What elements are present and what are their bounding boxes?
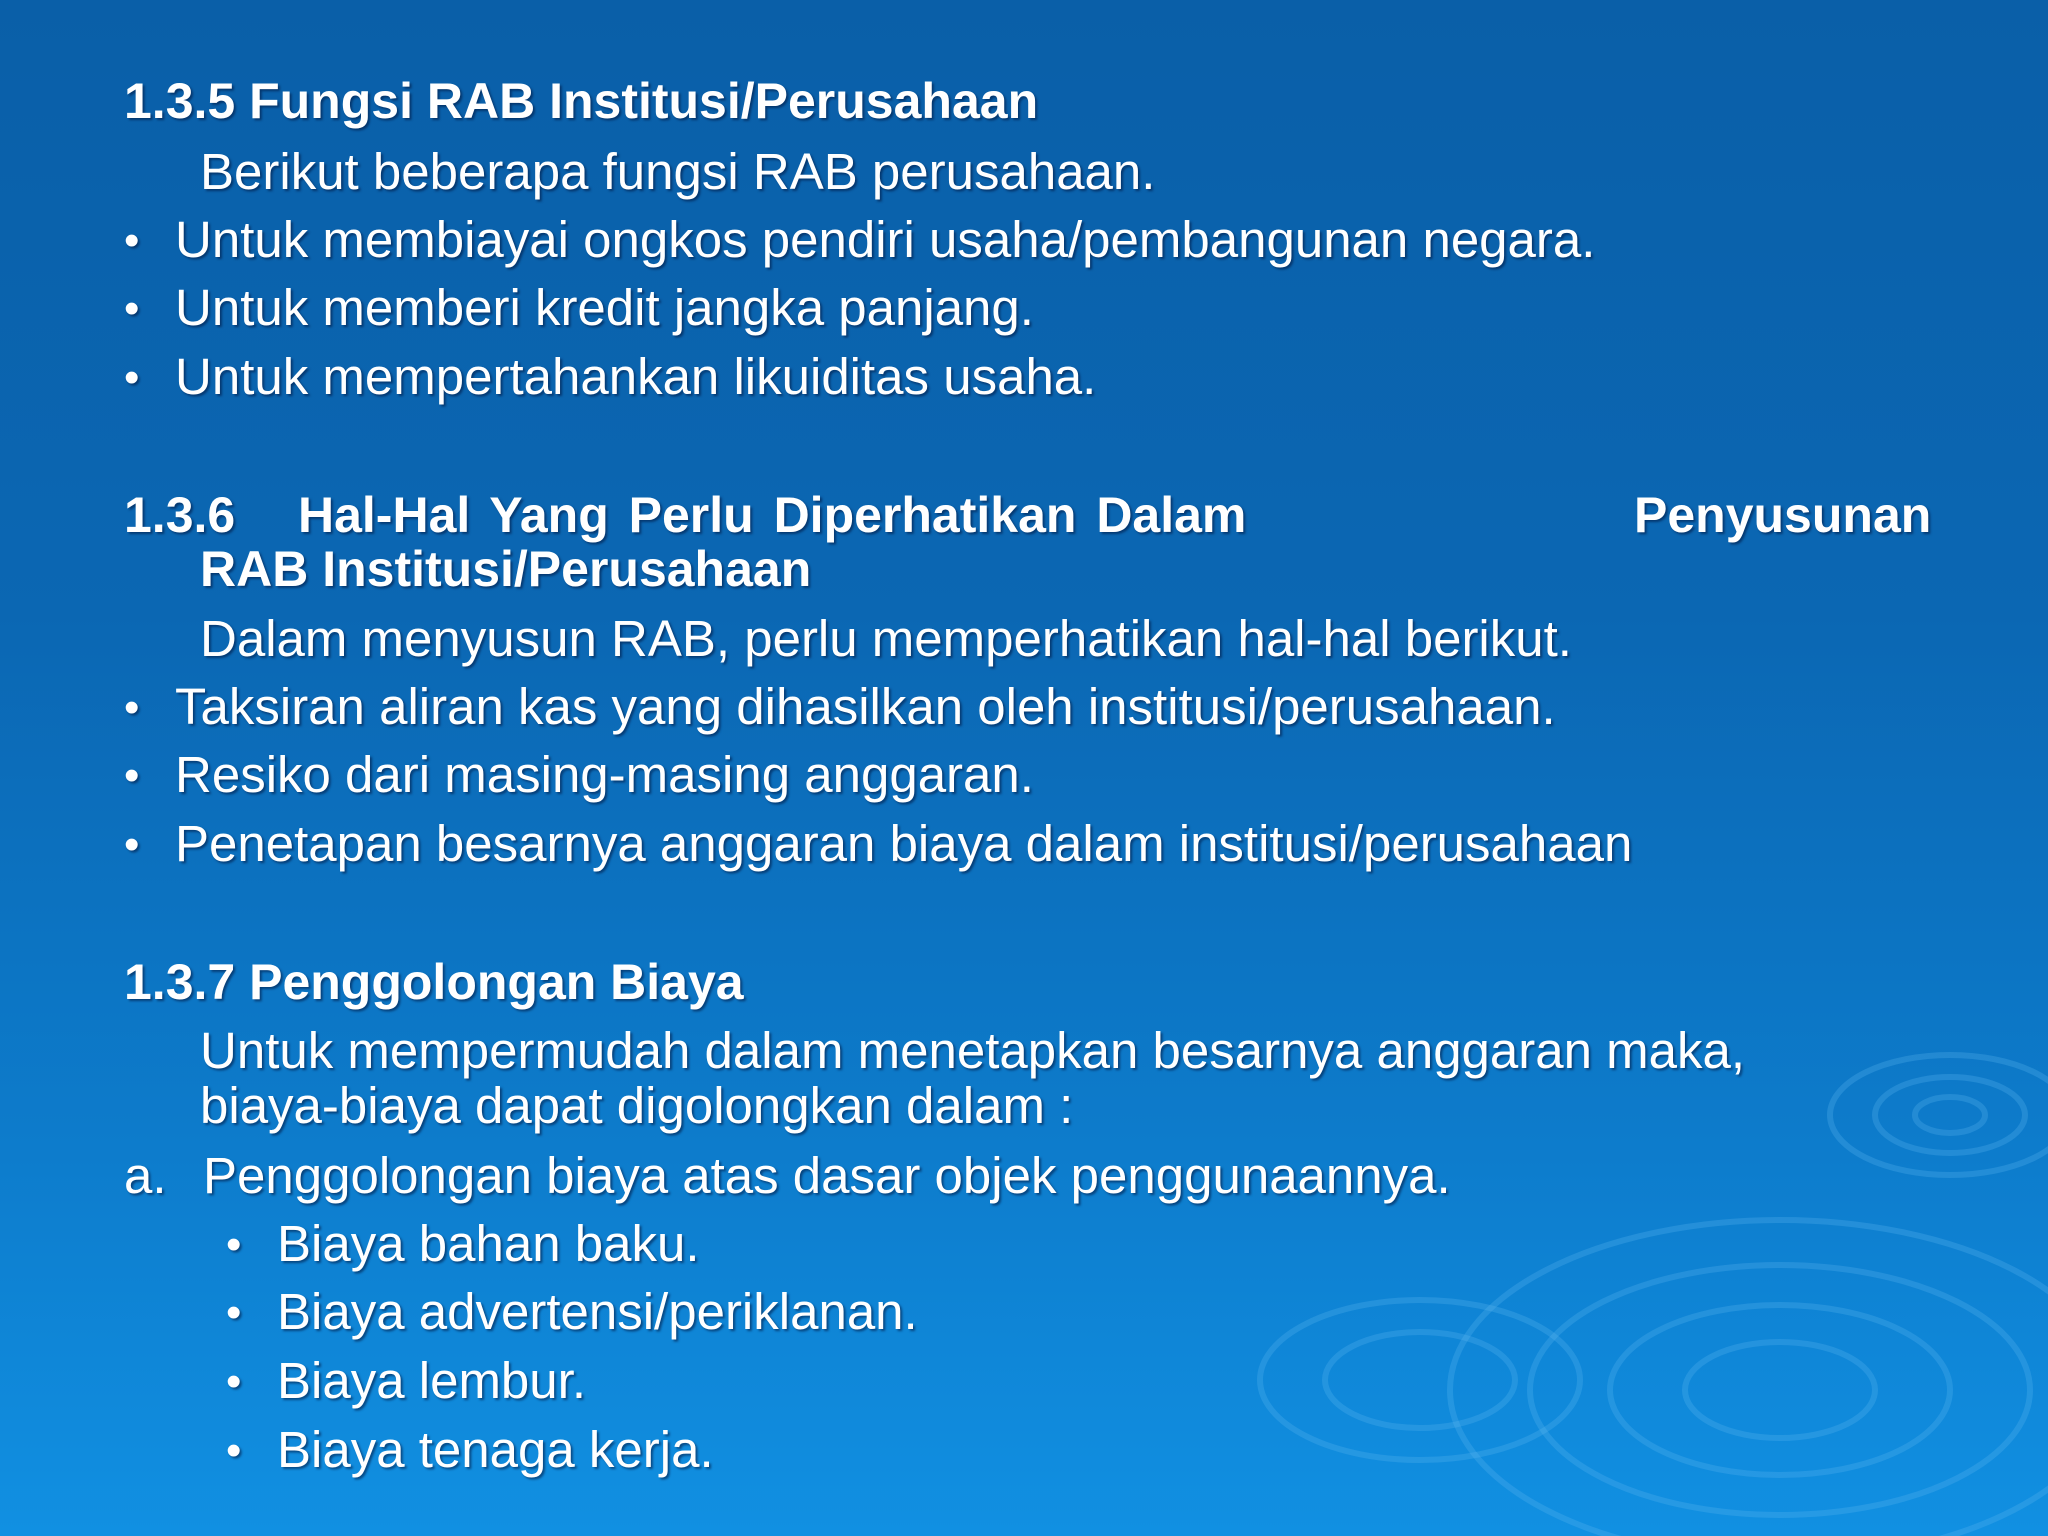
list-item: Untuk memberi kredit jangka panjang. (175, 279, 1034, 336)
section-heading-1-3-6-line2: RAB Institusi/Perusahaan (200, 541, 812, 597)
bullet-icon: • (226, 1288, 242, 1337)
bullet-icon: • (124, 820, 140, 869)
bullet-icon: • (124, 216, 140, 265)
section-heading-1-3-6-words: Hal-Hal Yang Perlu Diperhatikan Dalam (298, 487, 1247, 543)
list-item: Taksiran aliran kas yang dihasilkan oleh institusi/perusahaan. (175, 678, 1556, 735)
section-heading-1-3-5: 1.3.5 Fungsi RAB Institusi/Perusahaan (124, 73, 1039, 129)
bullet-icon: • (226, 1357, 242, 1406)
section-intro-1-3-6: Dalam menyusun RAB, perlu memperhatikan hal-hal berikut. (200, 610, 1572, 667)
section-intro-1-3-7-line2: biaya-biaya dapat digolongkan dalam : (200, 1077, 1074, 1134)
bullet-icon: • (124, 284, 140, 333)
list-item: Biaya tenaga kerja. (277, 1421, 714, 1478)
section-intro-1-3-7-line1: Untuk mempermudah dalam menetapkan besarnya anggaran maka, (200, 1022, 1746, 1079)
bullet-icon: • (124, 353, 140, 402)
list-item: Biaya bahan baku. (277, 1215, 700, 1272)
list-item: Penetapan besarnya anggaran biaya dalam institusi/perusahaan (175, 815, 1633, 872)
bullet-icon: • (226, 1220, 242, 1269)
list-item: Untuk mempertahankan likuiditas usaha. (175, 348, 1097, 405)
list-item-a: Penggolongan biaya atas dasar objek penggunaannya. (203, 1147, 1451, 1204)
list-item: Resiko dari masing-masing anggaran. (175, 746, 1034, 803)
section-heading-1-3-6-end: Penyusunan (1634, 487, 1932, 543)
section-heading-1-3-6-number: 1.3.6 (124, 487, 236, 543)
bullet-icon: • (124, 683, 140, 732)
list-item: Untuk membiayai ongkos pendiri usaha/pembangunan negara. (175, 211, 1596, 268)
list-item: Biaya lembur. (277, 1352, 586, 1409)
bullet-icon: • (124, 751, 140, 800)
list-marker-a: a. (124, 1147, 167, 1204)
bullet-icon: • (226, 1426, 242, 1475)
section-heading-1-3-7: 1.3.7 Penggolongan Biaya (124, 954, 744, 1010)
section-intro-1-3-5: Berikut beberapa fungsi RAB perusahaan. (200, 143, 1156, 200)
list-item: Biaya advertensi/periklanan. (277, 1283, 918, 1340)
